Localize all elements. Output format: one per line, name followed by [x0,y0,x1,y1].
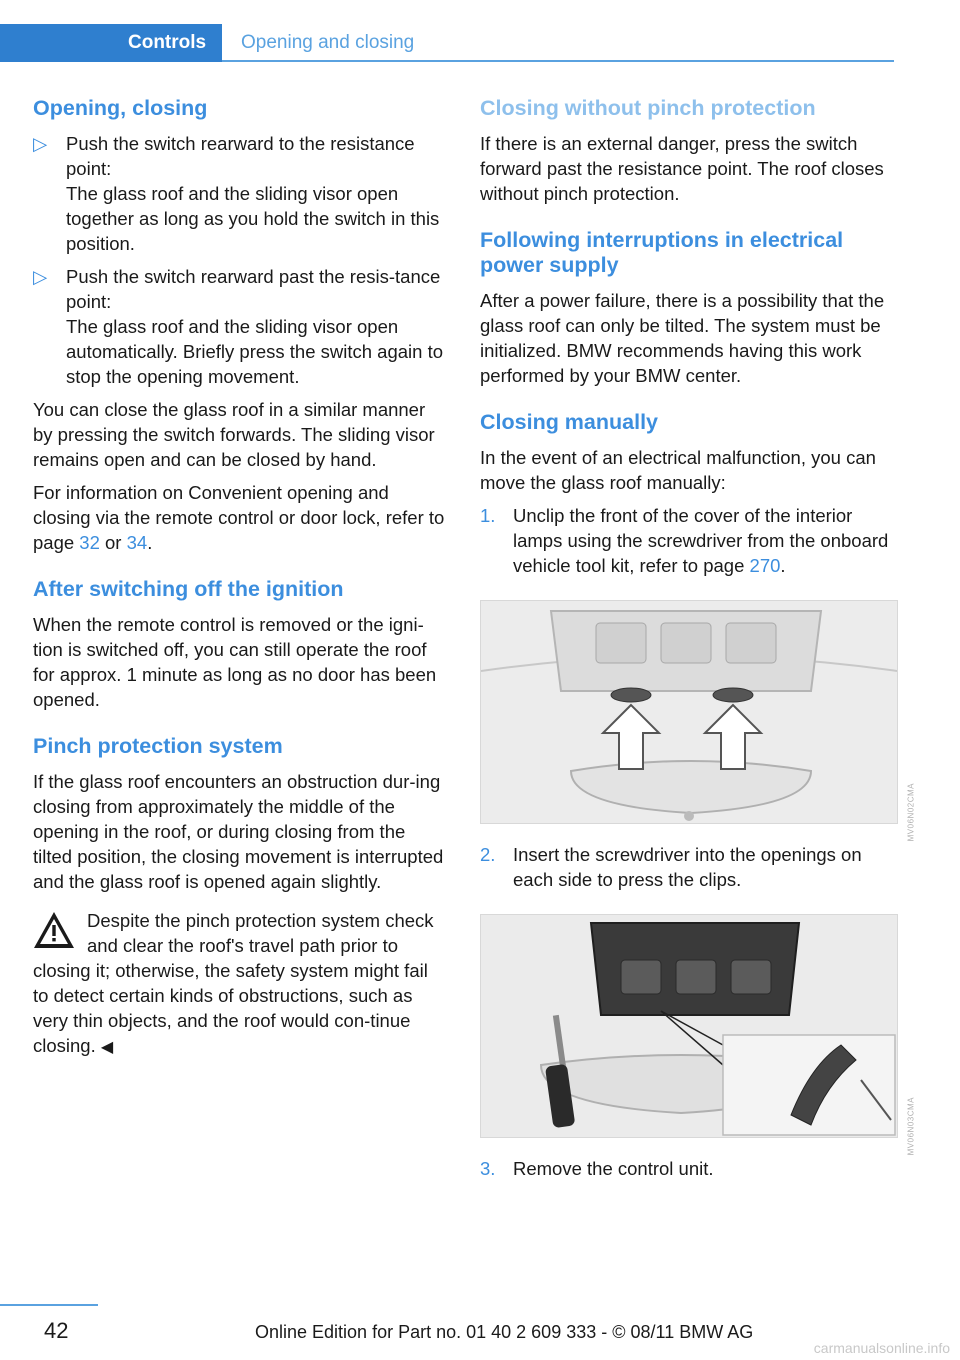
figure-code: MV06N02CMA [906,783,915,842]
paragraph-power-interruption: After a power failure, there is a possibility that the glass roof can only be tilted. The system must be initialized. BMW recommends having this work performed by your BMW center. [480,290,885,386]
bullet-text: Push the switch rearward past the resis-tance point: [66,266,441,312]
page-link-270[interactable]: 270 [749,555,781,576]
screwdriver-illustration [481,915,897,1137]
footer-edition: Online Edition for Part no. 01 40 2 609 333 - © 08/11 BMW AG [255,1322,754,1342]
bullet-item [33,264,445,389]
page-link-34[interactable]: 34 [126,532,148,553]
bullet-detail: The glass roof and the sliding visor open automatically. Briefly press the switch again to stop the opening movement. [66,316,444,387]
heading-after-ignition: After switching off the ignition [33,577,344,601]
header-rule [222,60,894,62]
footer-rule [0,1304,98,1306]
manual-steps [480,503,892,578]
figure-code: MV06N03CMA [906,1097,915,1156]
heading-opening-closing: Opening, closing [33,96,208,120]
heading-no-pinch: Closing without pinch protection [480,96,816,120]
step-item: 1. Unclip the front of the cover of the interior lamps using the screwdriver from the onboard vehicle tool kit, refer to page 270. [480,505,889,576]
figure-lamp-cover [480,600,915,842]
heading-pinch-protection: Pinch protection system [33,734,283,758]
step-number: 2. [480,844,496,865]
left-column [33,96,445,1060]
lamp-cover-illustration [481,601,897,823]
heading-closing-manually: Closing manually [480,410,659,434]
right-column [480,96,915,1189]
warning-icon [33,910,75,950]
step-number: 3. [480,1158,496,1179]
end-mark-icon: ◀ [100,1039,114,1056]
manual-steps [480,1156,892,1181]
paragraph-pinch-protection: If the glass roof encounters an obstruction dur-ing closing from approximately the middle of the opening in the roof, or during closing from the tilted position, the closing movement is interrupted and the glass roof is opened again slightly. [33,771,444,892]
bullet-text: Push the switch rearward to the resistance point: [66,133,415,179]
paragraph-close-roof: You can close the glass roof in a similar manner by pressing the switch forwards. The sliding visor remains open and can be closed by hand. [33,399,435,470]
manual-steps [480,842,892,892]
step-text: Insert the screwdriver into the openings on each side to press the clips. [513,844,862,890]
opening-bullets [33,131,445,389]
triangle-bullet-icon: ▷ [33,133,48,154]
header-section: Controls [128,32,207,53]
step-text: Unclip the front of the cover of the interior lamps using the screwdriver from the onboard vehicle tool kit, refer to page [513,505,889,576]
heading-power-interruption: Following interruptions in electrical power supply [480,228,844,277]
page-link-32[interactable]: 32 [79,532,100,553]
footer-watermark: carmanualsonline.info [813,1340,950,1356]
warning-block [33,908,445,1060]
paragraph-closing-manually: In the event of an electrical malfunction, you can move the glass roof manually: [480,447,876,493]
bullet-detail: The glass roof and the sliding visor open together as long as you hold the switch in this position. [66,183,440,254]
paragraph-after-ignition: When the remote control is removed or the igni-tion is switched off, you can still operate the roof for approx. 1 minute as long as no door has been opened. [33,614,437,710]
bullet-item [33,131,445,256]
figure-screwdriver [480,914,915,1156]
step-text: Remove the control unit. [513,1158,714,1179]
warning-text: Despite the pinch protection system check and clear the roof's travel path prior to closing it; otherwise, the safety system might fail to detect certain kinds of obstructions, such as very thin objects, and the roof would con-tinue closing. [33,910,434,1056]
header-chapter: Opening and closing [241,32,415,53]
paragraph-convenient-info: For information on Convenient opening and closing via the remote control or door lock, refer to page 32 or 34. [33,482,445,553]
step-item [480,842,892,892]
page-number: 42 [44,1318,69,1343]
step-item [480,1156,892,1181]
triangle-bullet-icon: ▷ [33,266,48,287]
paragraph-no-pinch: If there is an external danger, press the switch forward past the resistance point. The roof closes without pinch protection. [480,133,884,204]
step-number: 1. [480,505,496,526]
